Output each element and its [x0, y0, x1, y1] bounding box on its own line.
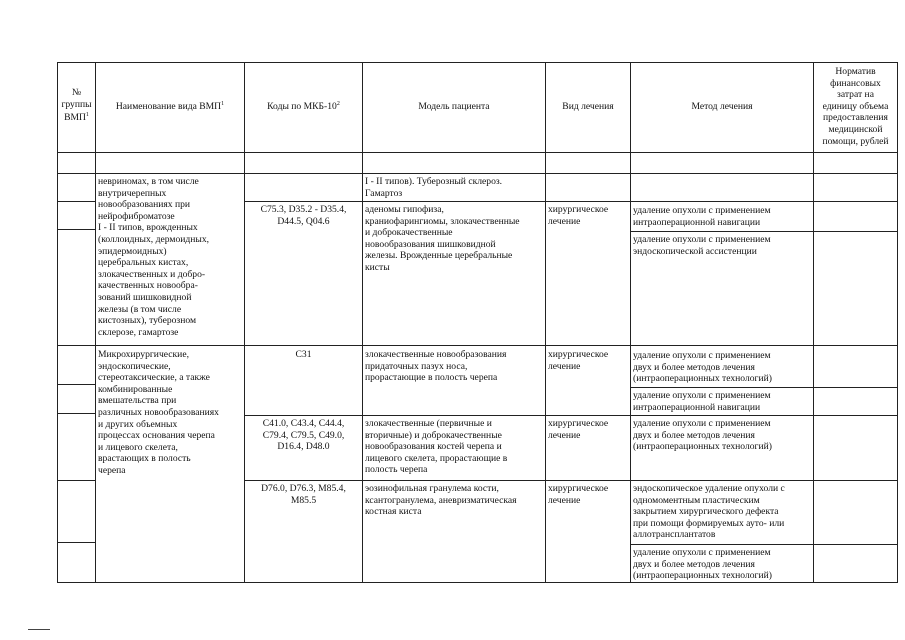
header-vmp-name: Наименование вида ВМП$^1$	[115, 101, 225, 113]
row-border	[57, 384, 95, 385]
block2-row2-method: удаление опухоли с применением двух и более методов лечения (интраоперационных технологий)	[633, 418, 772, 453]
block1-row2-treatment-type: хирургическое лечение	[548, 204, 609, 227]
row-border	[244, 201, 898, 202]
row-border	[57, 229, 95, 230]
col-border	[545, 62, 546, 582]
table-right-border	[897, 62, 898, 582]
block2-row2-patient-model: злокачественные (первичные и вторичные) и доброкачественные новообразования костей черепа и лицевого скелета, прорастающие в полость черепа	[365, 418, 508, 476]
header-treatment-type: Вид лечения	[562, 101, 614, 112]
block1-row2-method-a: удаление опухоли с применением интраоперационной навигации	[633, 205, 771, 228]
row-border	[244, 415, 898, 416]
block1-vmp-name: невриномах, в том числе внутричерепных новообразованиях при нейрофиброматозе I - II типов, врожденных (коллоидных, дермоидных, эпидермоидных) церебральных кистах, злокачественных и добро- качественных новообра- зований шишковидной железы (в том числе кистозных), туберозном склерозе, гамартозе	[98, 176, 210, 338]
table-bottom-border	[57, 582, 898, 583]
row-border	[630, 231, 898, 232]
block2-row1-treatment-type: хирургическое лечение	[548, 349, 609, 372]
header-icd-codes: Коды по МКБ-$10^2$	[267, 101, 340, 113]
header-bottom-border	[57, 152, 898, 153]
table-left-border	[57, 62, 58, 582]
block2-row2-treatment-type: хирургическое лечение	[548, 418, 609, 441]
row-border	[630, 544, 898, 545]
block-border	[57, 345, 898, 346]
header-treatment-method: Метод лечения	[691, 101, 753, 112]
block2-row3-treatment-type: хирургическое лечение	[548, 483, 609, 506]
row-border	[244, 480, 898, 481]
block2-row3-icd-codes: D76.0, D76.3, M85.4, M85.5	[261, 483, 346, 506]
col-border	[95, 62, 96, 582]
block2-row3-method-a: эндоскопическое удаление опухоли с одномоментным пластическим закрытием хирургического дефекта при помощи формируемых ауто- или аллотрансплантатов	[633, 483, 785, 541]
block2-row2-icd-codes: C41.0, C43.4, C44.4, C79.4, C79.5, C49.0, D16.4, D48.0	[262, 418, 345, 453]
col-border	[630, 62, 631, 582]
spacer-row-border	[57, 173, 898, 174]
row-border	[57, 201, 95, 202]
col-border	[362, 62, 363, 582]
table-top-border	[57, 62, 898, 63]
block1-row2-method-b: удаление опухоли с применением эндоскопической ассистенции	[633, 234, 771, 257]
block2-row1-method-b: удаление опухоли с применением интраоперационной навигации	[633, 390, 771, 413]
row-border	[57, 413, 95, 414]
page-edge-mark	[28, 629, 50, 630]
block1-row1-patient-model: I - II типов). Туберозный склероз. Гамартоз	[365, 176, 503, 199]
row-border	[57, 542, 95, 543]
block2-row1-icd-codes: C31	[295, 349, 312, 360]
row-border	[630, 387, 898, 388]
block2-row3-patient-model: эозинофильная гранулема кости, ксантогранулема, аневризматическая костная киста	[365, 483, 517, 518]
block1-row2-patient-model: аденомы гипофиза, краниофарингиомы, злокачественные и доброкачественные новообразования шишковидной железы. Врожденные церебральные кисты	[365, 204, 520, 273]
block2-vmp-name: Микрохирургические, эндоскопические, стереотаксические, а также комбинированные вмешательства при различных новообразованиях и других объемных процессах основания черепа и лицевого скелета, врастающих в полость черепа	[98, 349, 219, 476]
header-cost-norm: Норматив финансовых затрат на единицу объема предоставления медицинской помощи, рублей	[822, 66, 889, 147]
header-patient-model: Модель пациента	[418, 101, 490, 112]
block2-row3-method-b: удаление опухоли с применением двух и более методов лечения (интраоперационных технологий)	[633, 547, 772, 582]
block2-row1-method-a: удаление опухоли с применением двух и более методов лечения (интраоперационных технологий)	[633, 350, 772, 385]
header-group-number: № группы ВМП$^1$	[61, 87, 92, 124]
row-border	[57, 480, 95, 481]
block1-row2-icd-codes: C75.3, D35.2 - D35.4, D44.5, Q04.6	[260, 204, 347, 227]
block2-row1-patient-model: злокачественные новообразования придаточных пазух носа, прорастающие в полость черепа	[365, 349, 507, 384]
